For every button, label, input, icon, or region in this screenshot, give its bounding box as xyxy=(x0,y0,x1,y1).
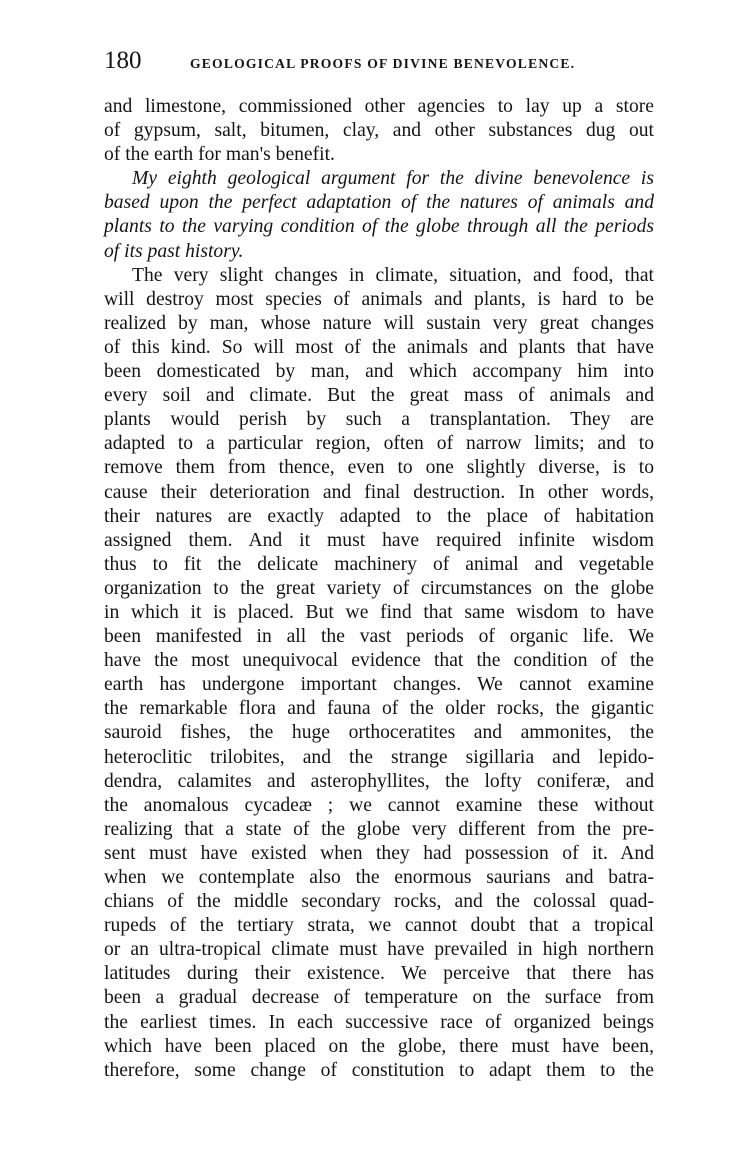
text-line: in which it is placed. But we find that same wisdom to have xyxy=(104,601,654,623)
running-title: GEOLOGICAL PROOFS OF DIVINE BENEVOLENCE. xyxy=(190,56,576,71)
text-line: plants would perish by such a transplantation. They are xyxy=(104,409,654,431)
page-number: 180 xyxy=(104,47,142,74)
text-line: every soil and climate. But the great mass of animals and xyxy=(104,385,654,407)
text-line: sent must have existed when they had possession of it. And xyxy=(104,842,654,864)
text-line: remove them from thence, even to one slightly diverse, is to xyxy=(104,457,654,479)
text-line: or an ultra-tropical climate must have prevailed in high northern xyxy=(104,939,654,961)
text-line: of this kind. So will most of the animals and plants that have xyxy=(104,336,654,358)
text-line: cause their deterioration and final destruction. In other words, xyxy=(104,481,654,503)
text-line: My eighth geological argument for the divine benevolence is xyxy=(132,168,654,190)
text-line: the remarkable flora and fauna of the older rocks, the gigantic xyxy=(104,698,654,720)
text-line: realized by man, whose nature will sustain very great changes xyxy=(104,312,654,334)
text-line: based upon the perfect adaptation of the natures of animals and xyxy=(104,192,654,214)
text-line: which have been placed on the globe, there must have been, xyxy=(104,1035,654,1057)
text-line: will destroy most species of animals and plants, is hard to be xyxy=(104,288,654,310)
text-line: latitudes during their existence. We perceive that there has xyxy=(104,963,654,985)
text-line: been a gradual decrease of temperature on the surface from xyxy=(104,987,654,1009)
body-text xyxy=(104,95,654,1083)
text-line: organization to the great variety of circumstances on the globe xyxy=(104,577,654,599)
text-line: been manifested in all the vast periods of organic life. We xyxy=(104,626,654,648)
text-line: therefore, some change of constitution to adapt them to the xyxy=(104,1059,654,1081)
text-line: chians of the middle secondary rocks, and the colossal quad- xyxy=(104,891,654,913)
text-line: the earliest times. In each successive race of organized beings xyxy=(104,1011,654,1033)
text-line: when we contemplate also the enormous saurians and batra- xyxy=(104,867,654,888)
text-line: assigned them. And it must have required infinite wisdom xyxy=(104,529,654,551)
text-line: realizing that a state of the globe very different from the pre- xyxy=(104,818,654,840)
text-line: been domesticated by man, and which accompany him into xyxy=(104,361,654,383)
text-line: the anomalous cycadeæ ; we cannot examine these without xyxy=(104,794,654,816)
text-line: of the earth for man's benefit. xyxy=(104,144,335,166)
text-line: dendra, calamites and asterophyllites, the lofty coniferæ, and xyxy=(104,770,654,792)
page-header xyxy=(104,44,650,80)
text-line: rupeds of the tertiary strata, we cannot doubt that a tropical xyxy=(104,915,654,937)
text-line: heteroclitic trilobites, and the strange sigillaria and lepido- xyxy=(104,746,654,768)
text-line: and limestone, commissioned other agencies to lay up a store xyxy=(104,96,654,117)
text-line: sauroid fishes, the huge orthoceratites and ammonites, the xyxy=(104,722,654,744)
text-line: of its past history. xyxy=(104,240,244,262)
text-line: their natures are exactly adapted to the place of habitation xyxy=(104,505,654,527)
text-line: thus to fit the delicate machinery of animal and vegetable xyxy=(104,553,654,575)
text-line: have the most unequivocal evidence that the condition of the xyxy=(104,650,654,672)
text-line: earth has undergone important changes. We cannot examine xyxy=(104,674,654,696)
text-line: plants to the varying condition of the globe through all the periods xyxy=(104,216,654,238)
text-line: The very slight changes in climate, situation, and food, that xyxy=(132,264,654,286)
text-line: adapted to a particular region, often of narrow limits; and to xyxy=(104,433,654,455)
text-line: of gypsum, salt, bitumen, clay, and other substances dug out xyxy=(104,120,654,142)
